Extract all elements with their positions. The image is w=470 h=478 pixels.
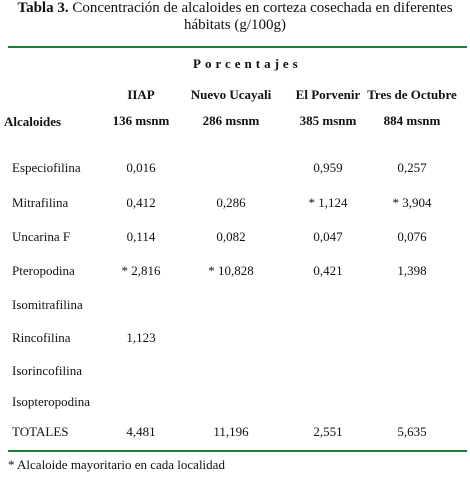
table-cell: 0,047 xyxy=(313,229,343,244)
table-cell: * 2,816 xyxy=(121,263,161,278)
bottom-rule xyxy=(8,450,467,452)
table-cell: * 10,828 xyxy=(208,263,254,278)
caption-title: Concentración de alcaloides en corteza cosechada en diferentes xyxy=(68,0,453,16)
table-cell: 0,076 xyxy=(397,229,427,244)
table-cell: 11,196 xyxy=(213,424,249,439)
table-cell: 0,959 xyxy=(313,160,343,175)
row-label: Mitrafilina xyxy=(12,195,69,210)
column-header-name: El Porvenir xyxy=(295,87,361,102)
row-header-label: Alcaloides xyxy=(4,114,62,129)
row-label: Isomitrafilina xyxy=(12,297,83,312)
table-cell: 0,257 xyxy=(397,160,427,175)
table-cell: 0,421 xyxy=(313,263,343,278)
footnote: * Alcaloide mayoritario en cada localidad xyxy=(8,457,225,472)
row-label: Uncarina F xyxy=(12,229,71,244)
column-header-name: IIAP xyxy=(127,87,155,102)
table-cell: 2,551 xyxy=(313,424,343,439)
column-header-altitude: 884 msnm xyxy=(383,113,441,128)
table-label: Tabla 3. xyxy=(17,0,69,16)
column-header-altitude: 136 msnm xyxy=(112,113,170,128)
column-header-name: Nuevo Ucayali xyxy=(190,87,272,102)
caption-line-1 xyxy=(0,0,470,17)
table-cell: 5,635 xyxy=(397,424,427,439)
table-cell: * 1,124 xyxy=(308,195,348,210)
top-rule xyxy=(8,46,467,48)
table-cell: 0,114 xyxy=(126,229,156,244)
column-header-altitude: 385 msnm xyxy=(299,113,357,128)
table-cell: 0,412 xyxy=(126,195,156,210)
table-cell: 0,016 xyxy=(126,160,156,175)
table-cell: 4,481 xyxy=(126,424,156,439)
table-caption xyxy=(0,0,470,34)
row-label: Especiofilina xyxy=(12,160,81,175)
table-cell: * 3,904 xyxy=(392,195,432,210)
column-header-name: Tres de Octubre xyxy=(367,87,457,102)
row-label: TOTALES xyxy=(12,424,69,439)
column-header-altitude: 286 msnm xyxy=(202,113,260,128)
table-cell: 1,123 xyxy=(126,330,156,345)
table-cell: 1,398 xyxy=(397,263,427,278)
group-header-label: Porcentajes xyxy=(193,56,302,71)
caption-line-2: hábitats (g/100g) xyxy=(183,17,287,33)
table-cell: 0,286 xyxy=(216,195,246,210)
row-label: Isorincofilina xyxy=(12,363,83,378)
row-label: Pteropodina xyxy=(12,263,75,278)
row-label: Isopteropodina xyxy=(12,394,90,409)
table-cell: 0,082 xyxy=(216,229,246,244)
row-label: Rincofilina xyxy=(12,330,71,345)
